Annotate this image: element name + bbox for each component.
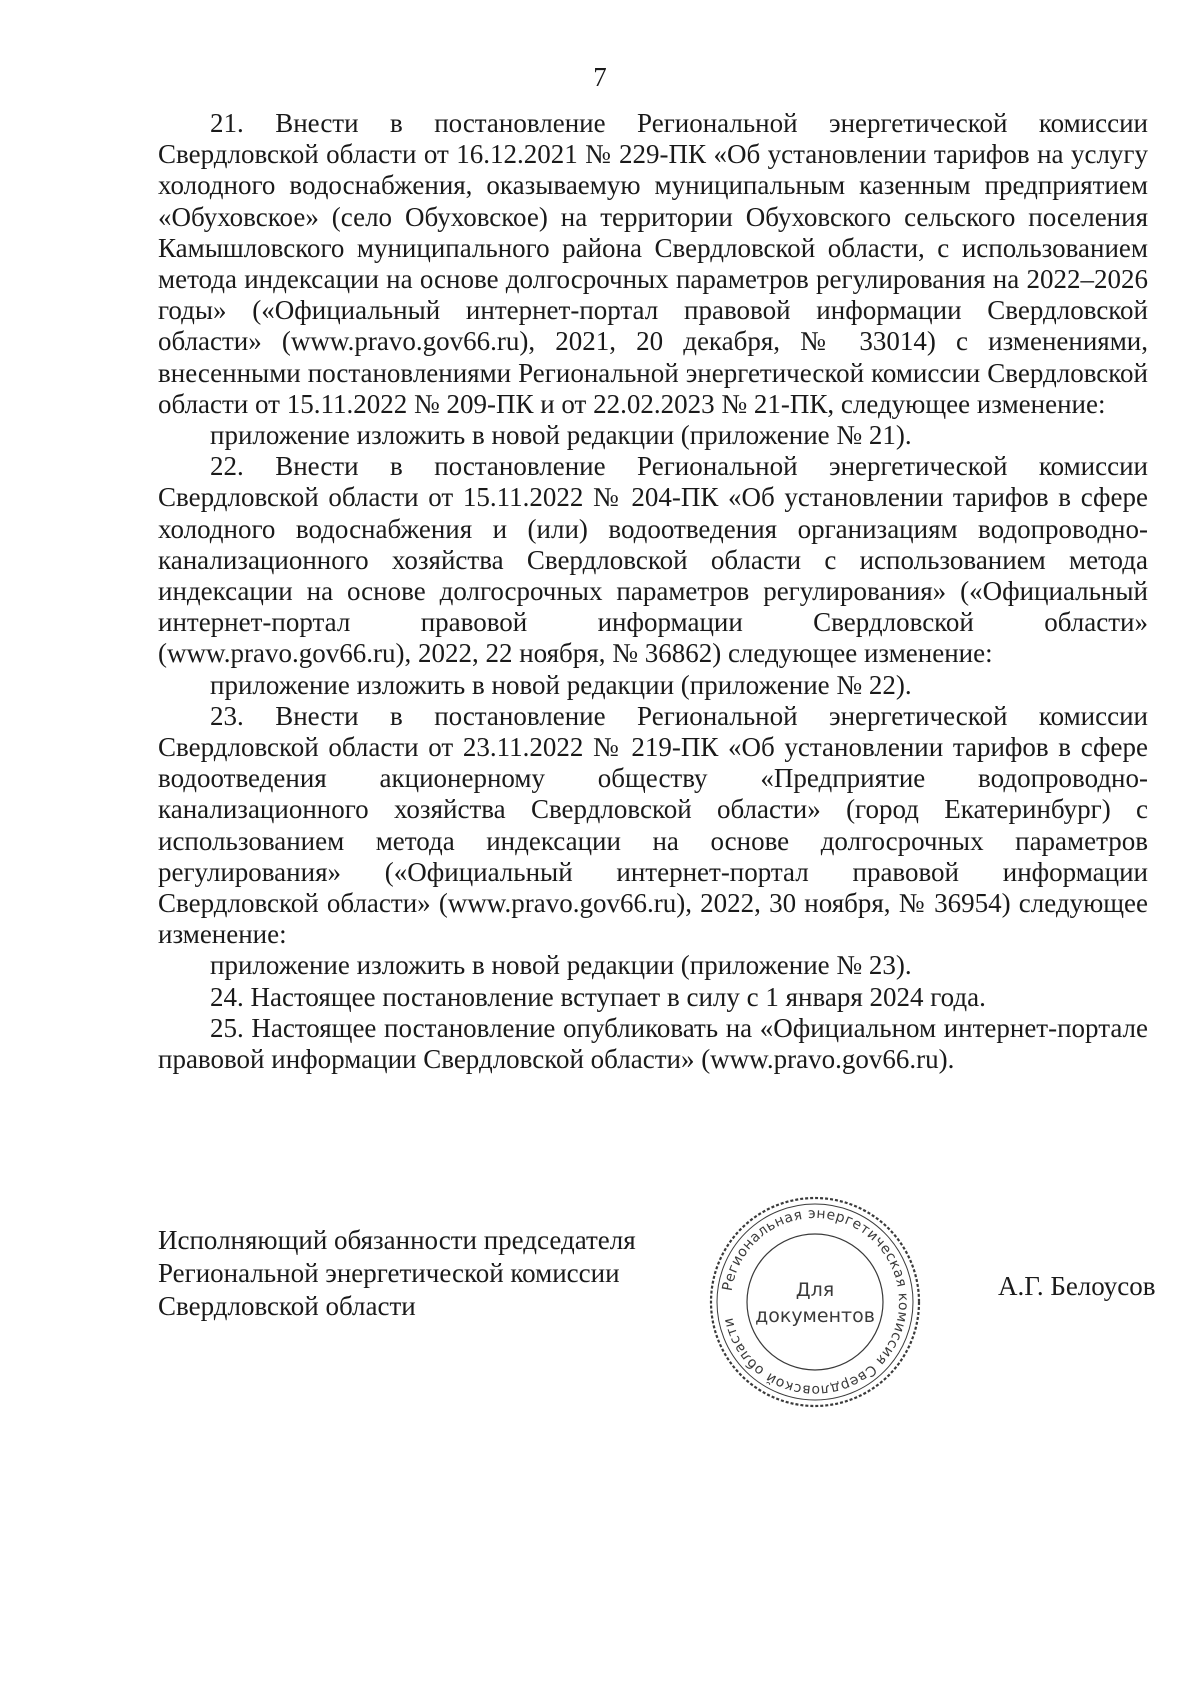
signer-name: А.Г. Белоусов xyxy=(998,1271,1156,1301)
item-22-instruction: приложение изложить в новой редакции (приложение № 22). xyxy=(210,669,912,700)
item-21-instruction: приложение изложить в новой редакции (приложение № 21). xyxy=(210,420,912,451)
item-23: 23. Внести в постановление Региональной энергетической комиссии Свердловской области от 23.11.2022 № 219-ПК «Об установлении тарифов в сфере водоотведения акционерному обществу «Предприятие водопроводно-канализационного хозяйства Свердловской области» (город Екатеринбург) с использованием метода индексации на основе долгосрочных параметров регулирования» («Официальный интернет-портал правовой информации Свердловской области» (www.pravo.gov66.ru), 2022, 30 ноября, № 36954) следующее изменение: xyxy=(158,700,1148,950)
stamp-ring-text: Региональная энергетическая комиссия Свердловской области xyxy=(719,1205,912,1399)
item-21: 21. Внести в постановление Региональной энергетической комиссии Свердловской области от 16.12.2021 № 229-ПК «Об установлении тарифов на услугу холодного водоснабжения, оказываемую муниципальным казенным предприятием «Обуховское» (село Обуховское) на территории Обуховского сельского поселения Камышловского муниципального района Свердловской области, с использованием метода индексации на основе долгосрочных параметров регулирования на 2022–2026 годы» («Официальный интернет-портал правовой информации Свердловской области» (www.pravo.gov66.ru), 2021, 20 декабря, № 33014) с изменениями, внесенными постановлениями Региональной энергетической комиссии Свердловской области от 15.11.2022 № 209-ПК и от 22.02.2023 № 21-ПК, следующее изменение: xyxy=(158,108,1148,419)
signatory-position-line: Региональной энергетической комиссии xyxy=(158,1258,620,1288)
signatory-position xyxy=(158,1224,678,1323)
signatory-position-line: Исполняющий обязанности председателя xyxy=(158,1225,636,1255)
official-stamp xyxy=(705,1192,925,1412)
item-22: 22. Внести в постановление Региональной энергетической комиссии Свердловской области от 15.11.2022 № 204-ПК «Об установлении тарифов в сфере холодного водоснабжения и (или) водоотведения организациям водопроводно-канализационного хозяйства Свердловской области с использованием метода индексации на основе долгосрочных параметров регулирования» («Официальный интернет-портал правовой информации Свердловской области» (www.pravo.gov66.ru), 2022, 22 ноября, № 36862) следующее изменение: xyxy=(158,451,1148,669)
stamp-center-text: документов xyxy=(755,1305,875,1327)
item-23-instruction: приложение изложить в новой редакции (приложение № 23). xyxy=(210,950,912,981)
page-number: 7 xyxy=(593,62,607,92)
stamp-center-text: Для xyxy=(795,1279,835,1301)
item-25: 25. Настоящее постановление опубликовать на «Официальном интернет-портале правовой информации Свердловской области» (www.pravo.gov66.ru). xyxy=(158,1012,1148,1075)
signatory-position-line: Свердловской области xyxy=(158,1291,416,1321)
document-body xyxy=(158,108,1148,1075)
item-24: 24. Настоящее постановление вступает в силу с 1 января 2024 года. xyxy=(210,981,986,1012)
